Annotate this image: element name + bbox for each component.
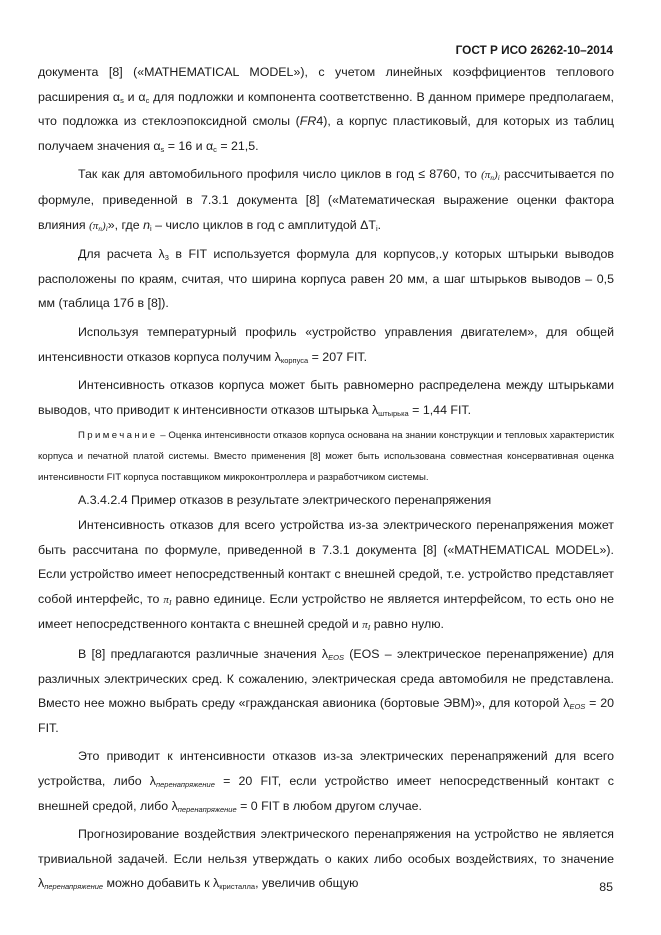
paragraph-thermal-expansion: документа [8] («MATHEMATICAL MODEL»), с учетом линейных коэффициентов теплового расширения $\alpha_s$ и $\alpha_c$ для подложки и компонента соответственно. В данном примере предполагаем, что подложка из стеклоэпоксидной смолы (FR4), а корпус пластиковый, для которых из таблиц получаем значения $\alpha_s = 16$ и $\alpha_c = 21,5$. bbox=[38, 65, 614, 154]
formula-pi-n-i: $(\pi_n)_i$ bbox=[481, 169, 500, 183]
section-heading: А.3.4.2.4 Пример отказов в результате электрического перенапряжения bbox=[78, 493, 492, 508]
paragraph-eos-formula: Интенсивность отказов для всего устройства из-за электрического перенапряжения может быть рассчитана по формуле, приведенной в 7.3.1 документа [8] («MATHEMATICAL MODEL»). Если устройство имеет непосредственный контакт с внешней средой, т.е. устройство представляет собой интерфейс, то $\pi_I$ равно единице. Если устройство не является интерфейсом, то есть оно не имеет непосредственного контакта с внешней средой и $\pi_I$ равно нулю. bbox=[38, 518, 614, 633]
paragraph-package-rate: Используя температурный профиль «устройство управления двигателем», для общей интенсивности отказов корпуса получим $\lambda_{корпуса} = 207$ FIT. bbox=[38, 324, 614, 365]
page-body bbox=[38, 60, 614, 896]
note: Примечание – Оценка интенсивности отказов корпуса основана на знании конструкции и тепловых характеристик корпуса и печатной платой системы. Вместо применения [8] может быть использована совместная консервативная оценка интенсивности FIT корпуса поставщиком микроконтроллера и разработчиком системы. bbox=[38, 430, 614, 483]
page-number: 85 bbox=[599, 880, 613, 894]
paragraph-overvoltage: Это приводит к интенсивности отказов из-за электрических перенапряжений для всего устройства, либо $\lambda_{перенапряжение} = 20$ FIT, если устройство имеет непосредственный контакт с внешней средой, либо $\lambda_{перенапряжение} = 0$ FIT в любом другом случае. bbox=[38, 749, 614, 814]
formula-pi-i-2: $\pi_I$ bbox=[362, 619, 371, 633]
formula-pi-n-i-2: $(\pi_n)_i$ bbox=[89, 219, 108, 233]
note-label: Примечание bbox=[78, 430, 158, 442]
formula-pi-i: $\pi_I$ bbox=[163, 593, 172, 607]
paragraph-pin-rate: Интенсивность отказов корпуса может быть равномерно распределена между штырьками выводов, что приводит к интенсивности отказов штырька $\lambda_{штырька} = 1,44$ FIT. bbox=[38, 378, 614, 418]
paragraph-eos-values: В [8] предлагаются различные значения $\lambda_{EOS}$ (EOS – электрическое перенапряжение) для различных электрических сред. К сожалению, электрическая среда автомобиля не представлена. Вместо нее можно выбрать среду «гражданская авионика (бортовые ЭВМ)», для которой $\lambda_{EOS} = 20$ FIT. bbox=[38, 646, 615, 735]
paragraph-cycles: Так как для автомобильного профиля число циклов в год ≤ 8760, то $(\pi_n)_i$ рассчитывается по формуле, приведенной в 7.3.1 документа [8] («Математическая выражение оценки фактора влияния $(\pi_n)_i$», где $n_i$ – число циклов в год с амплитудой $\Delta T_i$. bbox=[38, 167, 615, 233]
document-header: ГОСТ Р ИСО 26262-10–2014 bbox=[455, 43, 613, 57]
paragraph-lambda3: Для расчета $\lambda_3$ в FIT используется формула для корпусов,.у которых штырьки выводов расположены по краям, считая, что ширина корпуса равен 20 мм, а шаг штырьков выводов – 0,5 мм (таблица 17б в [8]). bbox=[38, 247, 614, 311]
paragraph-forecast: Прогнозирование воздействия электрического перенапряжения на устройство не является тривиальной задачей. Если нельзя утверждать о каких либо особых воздействиях, то значение $\lambda_{перенапряжение}$ можно добавить к $\lambda_{кристалла}$, увеличив общую bbox=[38, 827, 614, 892]
